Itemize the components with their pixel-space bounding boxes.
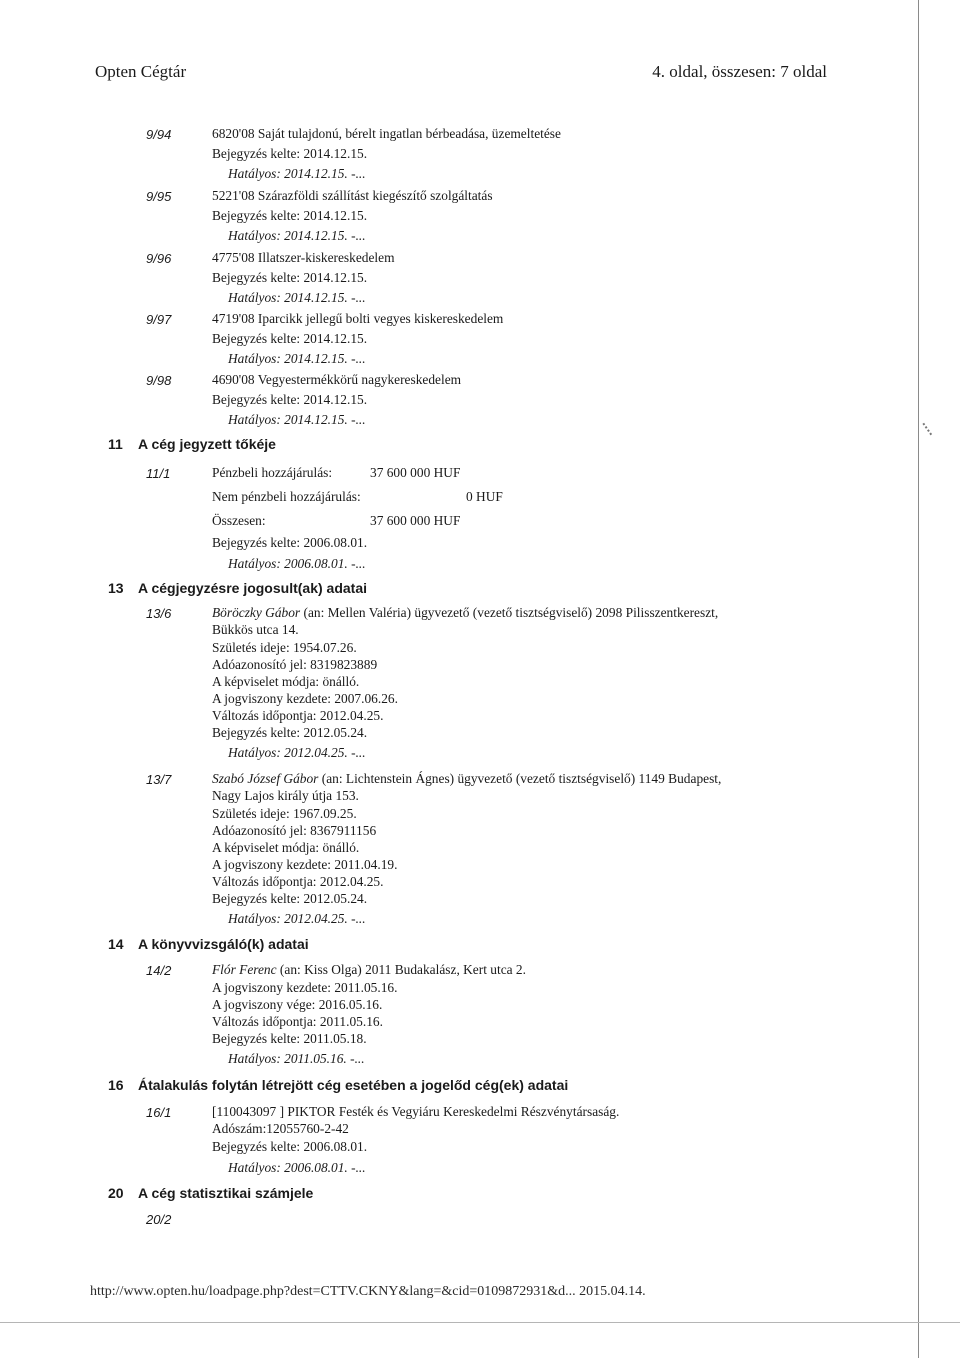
address-line: Bükkös utca 14. <box>212 622 299 637</box>
entry-number: 11/1 <box>146 466 171 481</box>
hatalyos: Hatályos: 2011.05.16. -... <box>228 1051 365 1066</box>
change-date: Változás időpontja: 2012.04.25. <box>212 874 384 889</box>
tax-number: Adószám:12055760-2-42 <box>212 1121 349 1136</box>
hatalyos: Hatályos: 2014.12.15. -... <box>228 228 366 243</box>
section-title <box>108 1185 313 1201</box>
bejegyzes-kelte: Bejegyzés kelte: 2006.08.01. <box>212 1139 368 1154</box>
capital-value: 0 HUF <box>466 489 503 504</box>
bejegyzes-kelte: Bejegyzés kelte: 2014.12.15. <box>212 208 368 223</box>
section-title <box>108 580 367 596</box>
hatalyos: Hatályos: 2006.08.01. -... <box>228 556 366 571</box>
entry-number: 20/2 <box>146 1212 172 1227</box>
scan-border-right <box>918 0 919 1358</box>
representation: A képviselet módja: önálló. <box>212 674 360 689</box>
bejegyzes-kelte: Bejegyzés kelte: 2014.12.15. <box>212 392 368 407</box>
capital-value: 37 600 000 HUF <box>370 513 461 528</box>
person-details: (an: Mellen Valéria) ügyvezető (vezető tisztségviselő) 2098 Pilisszentkereszt, <box>300 605 719 620</box>
hatalyos: Hatályos: 2012.04.25. -... <box>228 911 366 926</box>
relationship-end: A jogviszony vége: 2016.05.16. <box>212 997 383 1012</box>
hatalyos: Hatályos: 2014.12.15. -... <box>228 290 366 305</box>
birth-date: Születés ideje: 1967.09.25. <box>212 806 357 821</box>
activity-text: 6820'08 Saját tulajdonú, bérelt ingatlan bérbeadása, üzemeltetése <box>212 126 561 141</box>
bejegyzes-kelte: Bejegyzés kelte: 2014.12.15. <box>212 146 368 161</box>
section-title <box>108 436 276 452</box>
section-title <box>108 1077 568 1093</box>
bejegyzes-kelte: Bejegyzés kelte: 2006.08.01. <box>212 535 368 550</box>
activity-text: 5221'08 Szárazföldi szállítást kiegészítő szolgáltatás <box>212 188 493 203</box>
section-heading: A cégjegyzésre jogosult(ak) adatai <box>138 580 367 596</box>
entry-number: 16/1 <box>146 1105 172 1120</box>
entry-number: 9/97 <box>146 312 172 327</box>
person-details: (an: Lichtenstein Ágnes) ügyvezető (vezető tisztségviselő) 1149 Budapest, <box>318 771 722 786</box>
section-number: 16 <box>108 1077 124 1093</box>
entry-number: 9/96 <box>146 251 172 266</box>
activity-text: 4690'08 Vegyestermékkörű nagykereskedelem <box>212 372 462 387</box>
section-number: 13 <box>108 580 124 596</box>
section-heading: Átalakulás folytán létrejött cég esetében a jogelőd cég(ek) adatai <box>138 1077 569 1093</box>
header-page-count: 4. oldal, összesen: 7 oldal <box>652 62 827 81</box>
entry-number: 9/94 <box>146 127 172 142</box>
auditor-line <box>212 962 526 978</box>
predecessor-company: [110043097 ] PIKTOR Festék és Vegyiáru Kereskedelmi Részvénytársaság. <box>212 1104 620 1119</box>
tax-id: Adóazonosító jel: 8319823889 <box>212 657 378 672</box>
bejegyzes-kelte: Bejegyzés kelte: 2012.05.24. <box>212 891 368 906</box>
footer-url: http://www.opten.hu/loadpage.php?dest=CTTV.CKNY&lang=&cid=0109872931&d... 2015.04.14. <box>90 1284 646 1299</box>
section-heading: A könyvvizsgáló(k) adatai <box>138 936 309 952</box>
bejegyzes-kelte: Bejegyzés kelte: 2014.12.15. <box>212 270 368 285</box>
hatalyos: Hatályos: 2014.12.15. -... <box>228 166 366 181</box>
person-line <box>212 771 721 787</box>
bejegyzes-kelte: Bejegyzés kelte: 2012.05.24. <box>212 725 368 740</box>
person-name: Szabó József Gábor <box>212 771 319 786</box>
section-title <box>108 936 309 952</box>
person-name: Böröczky Gábor <box>212 605 301 620</box>
relationship-start: A jogviszony kezdete: 2011.05.16. <box>212 980 398 995</box>
section-number: 20 <box>108 1185 124 1201</box>
activity-text: 4775'08 Illatszer-kiskereskedelem <box>212 250 395 265</box>
hatalyos: Hatályos: 2014.12.15. -... <box>228 412 366 427</box>
change-date: Változás időpontja: 2011.05.16. <box>212 1014 383 1029</box>
auditor-details: (an: Kiss Olga) 2011 Budakalász, Kert utca 2. <box>276 962 526 977</box>
scan-mark <box>922 415 943 436</box>
capital-value: 37 600 000 HUF <box>370 465 461 480</box>
section-number: 11 <box>108 436 123 452</box>
hatalyos: Hatályos: 2006.08.01. -... <box>228 1160 366 1175</box>
entry-number: 9/95 <box>146 189 172 204</box>
capital-label: Nem pénzbeli hozzájárulás: <box>212 489 361 504</box>
tax-id: Adóazonosító jel: 8367911156 <box>212 823 377 838</box>
header-source: Opten Cégtár <box>95 62 187 81</box>
capital-label: Pénzbeli hozzájárulás: <box>212 465 333 480</box>
entry-number: 14/2 <box>146 963 172 978</box>
entry-number: 9/98 <box>146 373 172 388</box>
section-heading: A cég jegyzett tőkéje <box>138 436 276 452</box>
representation: A képviselet módja: önálló. <box>212 840 360 855</box>
entry-number: 13/6 <box>146 606 172 621</box>
birth-date: Születés ideje: 1954.07.26. <box>212 640 357 655</box>
hatalyos: Hatályos: 2014.12.15. -... <box>228 351 366 366</box>
entry-number: 13/7 <box>146 772 172 787</box>
bejegyzes-kelte: Bejegyzés kelte: 2011.05.18. <box>212 1031 367 1046</box>
address-line: Nagy Lajos király útja 153. <box>212 788 359 803</box>
hatalyos: Hatályos: 2012.04.25. -... <box>228 745 366 760</box>
auditor-name: Flór Ferenc <box>212 962 277 977</box>
bejegyzes-kelte: Bejegyzés kelte: 2014.12.15. <box>212 331 368 346</box>
page-header <box>95 62 827 86</box>
capital-label: Összesen: <box>212 513 266 528</box>
scan-border-bottom <box>0 1322 960 1323</box>
person-line <box>212 605 718 621</box>
section-number: 14 <box>108 936 124 952</box>
section-heading: A cég statisztikai számjele <box>138 1185 314 1201</box>
activity-text: 4719'08 Iparcikk jellegű bolti vegyes kiskereskedelem <box>212 311 504 326</box>
relationship-start: A jogviszony kezdete: 2007.06.26. <box>212 691 398 706</box>
change-date: Változás időpontja: 2012.04.25. <box>212 708 384 723</box>
relationship-start: A jogviszony kezdete: 2011.04.19. <box>212 857 398 872</box>
